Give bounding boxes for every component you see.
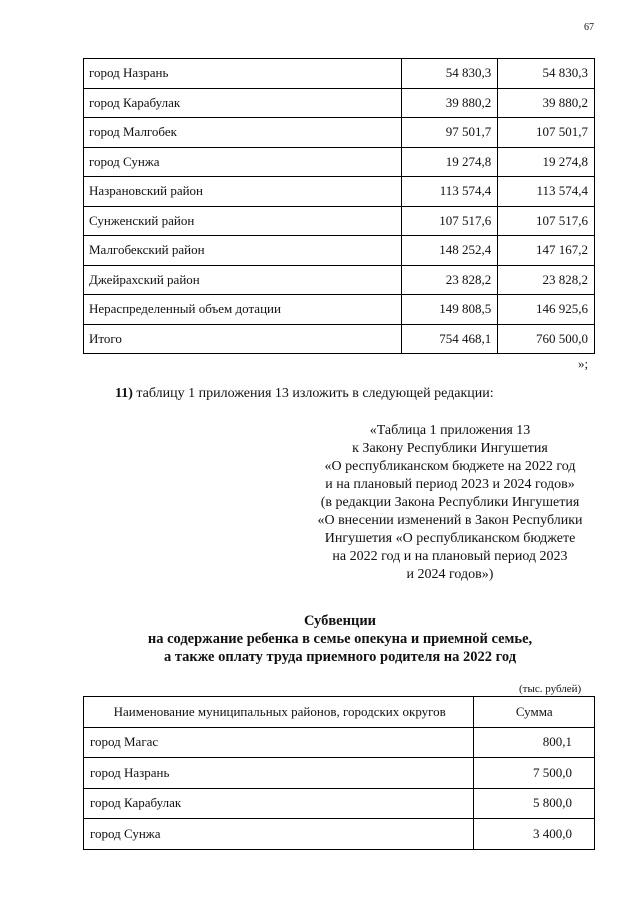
- header-name: Наименование муниципальных районов, городских округов: [84, 697, 474, 728]
- row-value-1: 148 252,4: [401, 236, 498, 266]
- caption-line: «О республиканском бюджете на 2022 год: [324, 459, 576, 474]
- table-row: [84, 788, 595, 819]
- table-end-mark: »;: [578, 356, 589, 371]
- row-value-2: 146 925,6: [498, 295, 595, 325]
- row-name: Нераспределенный объем дотации: [84, 295, 402, 325]
- caption-line: «Таблица 1 приложения 13: [369, 423, 531, 438]
- header-sum: Сумма: [474, 697, 595, 728]
- row-value-1: 754 468,1: [401, 324, 498, 354]
- subventions-table: [83, 696, 595, 850]
- table-row: [84, 147, 595, 177]
- row-name: Малгобекский район: [84, 236, 402, 266]
- caption-line: к Закону Республики Ингушетия: [352, 441, 548, 456]
- row-value-2: 147 167,2: [498, 236, 595, 266]
- table-row: [84, 819, 595, 850]
- row-name: город Малгобек: [84, 118, 402, 148]
- row-value-2: 107 517,6: [498, 206, 595, 236]
- caption-line: и на плановый период 2023 и 2024 годов»: [325, 477, 575, 492]
- table-row: [84, 88, 595, 118]
- row-name: город Назрань: [84, 758, 474, 789]
- row-name: город Карабулак: [84, 788, 474, 819]
- row-value-1: 19 274,8: [401, 147, 498, 177]
- row-value-2: 113 574,4: [498, 177, 595, 207]
- row-name: город Магас: [84, 727, 474, 758]
- table-row: [84, 295, 595, 325]
- document-title: [80, 612, 600, 666]
- table-caption: [300, 422, 600, 584]
- row-sum: 3 400,0: [474, 819, 595, 850]
- row-value-1: 107 517,6: [401, 206, 498, 236]
- row-name: Назрановский район: [84, 177, 402, 207]
- table-row: [84, 265, 595, 295]
- caption-line: на 2022 год и на плановый период 2023: [332, 549, 568, 564]
- subsidy-distribution-table: [83, 58, 595, 354]
- row-sum: 800,1: [474, 727, 595, 758]
- caption-line: и 2024 годов»): [406, 567, 494, 582]
- units-label: (тыс. рублей): [519, 683, 582, 695]
- table-row: [84, 206, 595, 236]
- caption-line: «О внесении изменений в Закон Республики: [317, 513, 583, 528]
- table-row: [84, 727, 595, 758]
- row-value-1: 54 830,3: [401, 59, 498, 89]
- row-value-1: 23 828,2: [401, 265, 498, 295]
- row-name: Сунженский район: [84, 206, 402, 236]
- row-value-1: 113 574,4: [401, 177, 498, 207]
- row-sum: 7 500,0: [474, 758, 595, 789]
- row-name: город Сунжа: [84, 147, 402, 177]
- row-name: город Карабулак: [84, 88, 402, 118]
- caption-line: Ингушетия «О республиканском бюджете: [324, 531, 576, 546]
- row-value-1: 97 501,7: [401, 118, 498, 148]
- row-name: Итого: [84, 324, 402, 354]
- row-value-2: 39 880,2: [498, 88, 595, 118]
- table-row: [84, 236, 595, 266]
- title-line: Субвенции: [303, 613, 377, 629]
- table-header-row: [84, 697, 595, 728]
- amendment-item-11: [115, 386, 494, 402]
- table-row: [84, 177, 595, 207]
- item-text: таблицу 1 приложения 13 изложить в следующей редакции:: [132, 386, 494, 401]
- table-row: [84, 59, 595, 89]
- page-number: 67: [584, 22, 594, 33]
- row-value-1: 39 880,2: [401, 88, 498, 118]
- row-name: Джейрахский район: [84, 265, 402, 295]
- title-line: а также оплату труда приемного родителя на 2022 год: [163, 649, 517, 665]
- row-value-2: 23 828,2: [498, 265, 595, 295]
- row-sum: 5 800,0: [474, 788, 595, 819]
- row-value-2: 760 500,0: [498, 324, 595, 354]
- item-number: 11): [115, 386, 133, 401]
- row-value-2: 54 830,3: [498, 59, 595, 89]
- row-value-1: 149 808,5: [401, 295, 498, 325]
- row-value-2: 107 501,7: [498, 118, 595, 148]
- row-name: город Сунжа: [84, 819, 474, 850]
- table-row: [84, 118, 595, 148]
- row-name: город Назрань: [84, 59, 402, 89]
- title-line: на содержание ребенка в семье опекуна и приемной семье,: [147, 631, 533, 647]
- table-total-row: [84, 324, 595, 354]
- table-row: [84, 758, 595, 789]
- row-value-2: 19 274,8: [498, 147, 595, 177]
- caption-line: (в редакции Закона Республики Ингушетия: [320, 495, 580, 510]
